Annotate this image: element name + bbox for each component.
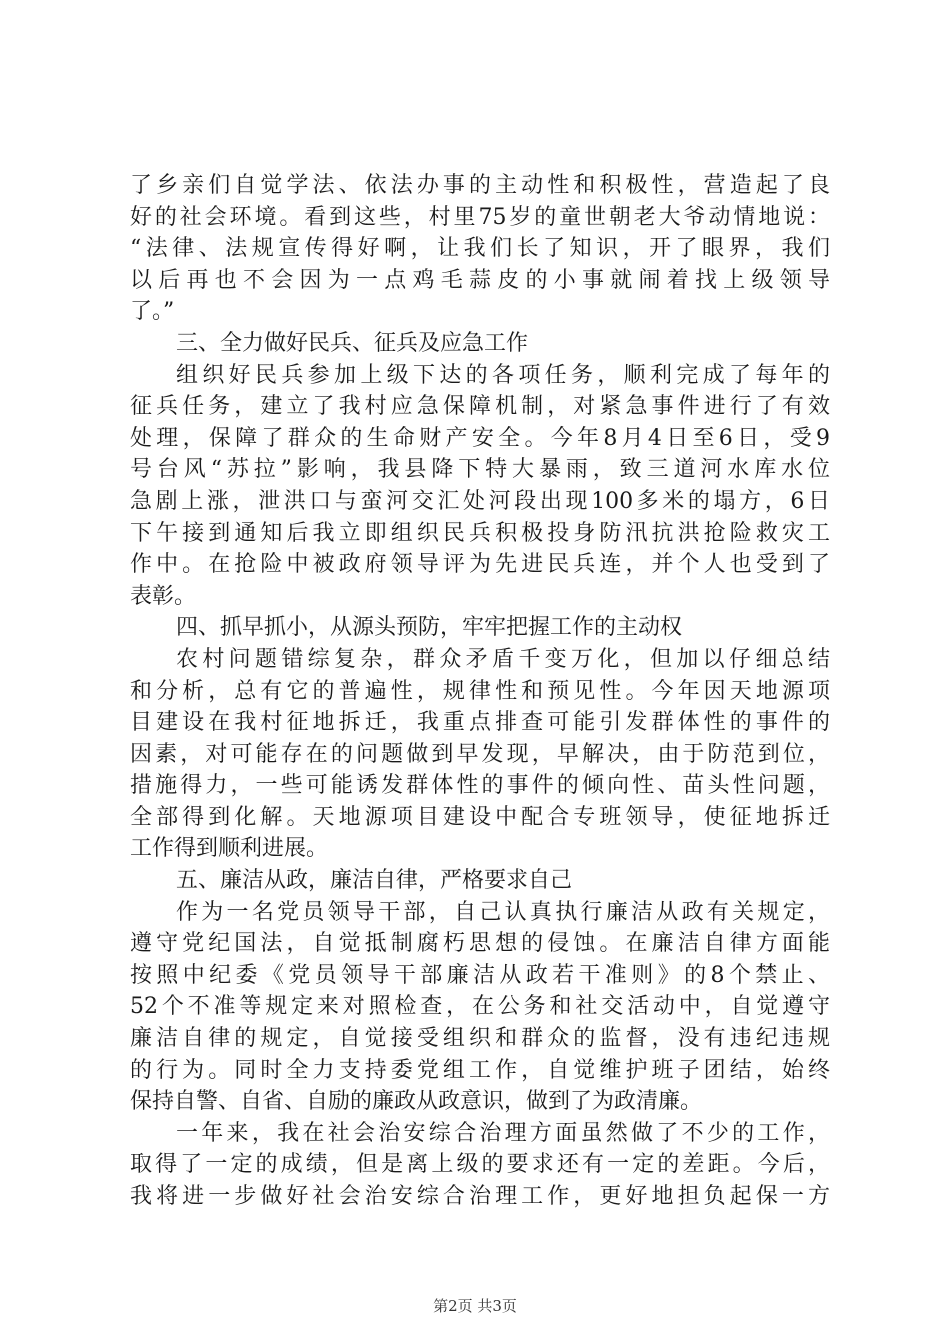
text-line: 农村问题错综复杂，群众矛盾千变万化，但加以仔细总结 — [176, 646, 830, 672]
text-line: 52个不准等规定来对照检查，在公务和社交活动中，自觉遵守 — [130, 994, 830, 1020]
text-line: 急剧上涨，泄洪口与蛮河交汇处河段出现100多米的塌方，6日 — [130, 488, 830, 514]
text-line: 了。” — [130, 299, 175, 325]
text-line: 全部得到化解。天地源项目建设中配合专班领导，使征地拆迁 — [130, 804, 830, 830]
text-line: 作中。在抢险中被政府领导评为先进民兵连，并个人也受到了 — [130, 552, 830, 578]
text-line: 的行为。同时全力支持委党组工作，自觉维护班子团结，始终 — [130, 1057, 830, 1083]
text-line: 我将进一步做好社会治安综合治理工作，更好地担负起保一方 — [130, 1184, 830, 1209]
text-line: 取得了一定的成绩，但是离上级的要求还有一定的差距。今后， — [130, 1152, 830, 1178]
text-line: 好的社会环境。看到这些，村里75岁的童世朝老大爷动情地说： — [130, 204, 830, 230]
text-line: 表彰。 — [130, 583, 197, 609]
section-heading — [130, 612, 830, 644]
text-line: 措施得力，一些可能诱发群体性的事件的倾向性、苗头性问题， — [130, 773, 830, 799]
text-line: 保持自警、自省、自励的廉政从政意识，做到了为政清廉。 — [130, 1089, 703, 1115]
text-line: 四、抓早抓小，从源头预防，牢牢把握工作的主动权 — [176, 615, 683, 641]
text-line: 工作得到顺利进展。 — [130, 836, 329, 862]
text-line: 按照中纪委《党员领导干部廉洁从政若干准则》的8个禁止、 — [130, 962, 830, 988]
text-line: 征兵任务，建立了我村应急保障机制，对紧急事件进行了有效 — [130, 394, 830, 420]
text-line: 一年来，我在社会治安综合治理方面虽然做了不少的工作， — [176, 1120, 830, 1146]
text-line: 下午接到通知后我立即组织民兵积极投身防汛抗洪抢险救灾工 — [130, 520, 830, 546]
text-line: 目建设在我村征地拆迁，我重点排查可能引发群体性的事件的 — [130, 710, 830, 736]
text-line: 处理，保障了群众的生命财产安全。今年8月4日至6日，受9 — [130, 425, 830, 451]
text-line: 五、廉洁从政，廉洁自律，严格要求自己 — [176, 868, 573, 894]
text-line: 以后再也不会因为一点鸡毛蒜皮的小事就闹着找上级领导 — [130, 267, 830, 293]
text-line: 组织好民兵参加上级下达的各项任务，顺利完成了每年的 — [176, 362, 830, 388]
text-line: 和分析，总有它的普遍性，规律性和预见性。今年因天地源项 — [130, 678, 830, 704]
text-line: 了乡亲们自觉学法、依法办事的主动性和积极性，营造起了良 — [130, 173, 830, 198]
paragraph — [130, 897, 830, 1118]
section-heading — [130, 865, 830, 897]
section-heading — [130, 328, 830, 360]
text-line: “法律、法规宣传得好啊，让我们长了知识，开了眼界，我们 — [130, 236, 830, 262]
page-footer: 第2页 共3页 — [433, 1297, 517, 1315]
document-body — [130, 170, 830, 1213]
paragraph — [130, 644, 830, 865]
text-line: 作为一名党员领导干部，自己认真执行廉洁从政有关规定， — [176, 899, 830, 925]
text-line: 遵守党纪国法，自觉抵制腐朽思想的侵蚀。在廉洁自律方面能 — [130, 931, 830, 957]
text-line: 三、全力做好民兵、征兵及应急工作 — [176, 330, 529, 356]
paragraph — [130, 360, 830, 613]
paragraph — [130, 1118, 830, 1213]
text-line: 因素，对可能存在的问题做到早发现，早解决，由于防范到位， — [130, 741, 830, 767]
paragraph — [130, 170, 830, 328]
text-line: 号台风“苏拉”影响，我县降下特大暴雨，致三道河水库水位 — [130, 457, 830, 483]
text-line: 廉洁自律的规定，自觉接受组织和群众的监督，没有违纪违规 — [130, 1026, 830, 1052]
